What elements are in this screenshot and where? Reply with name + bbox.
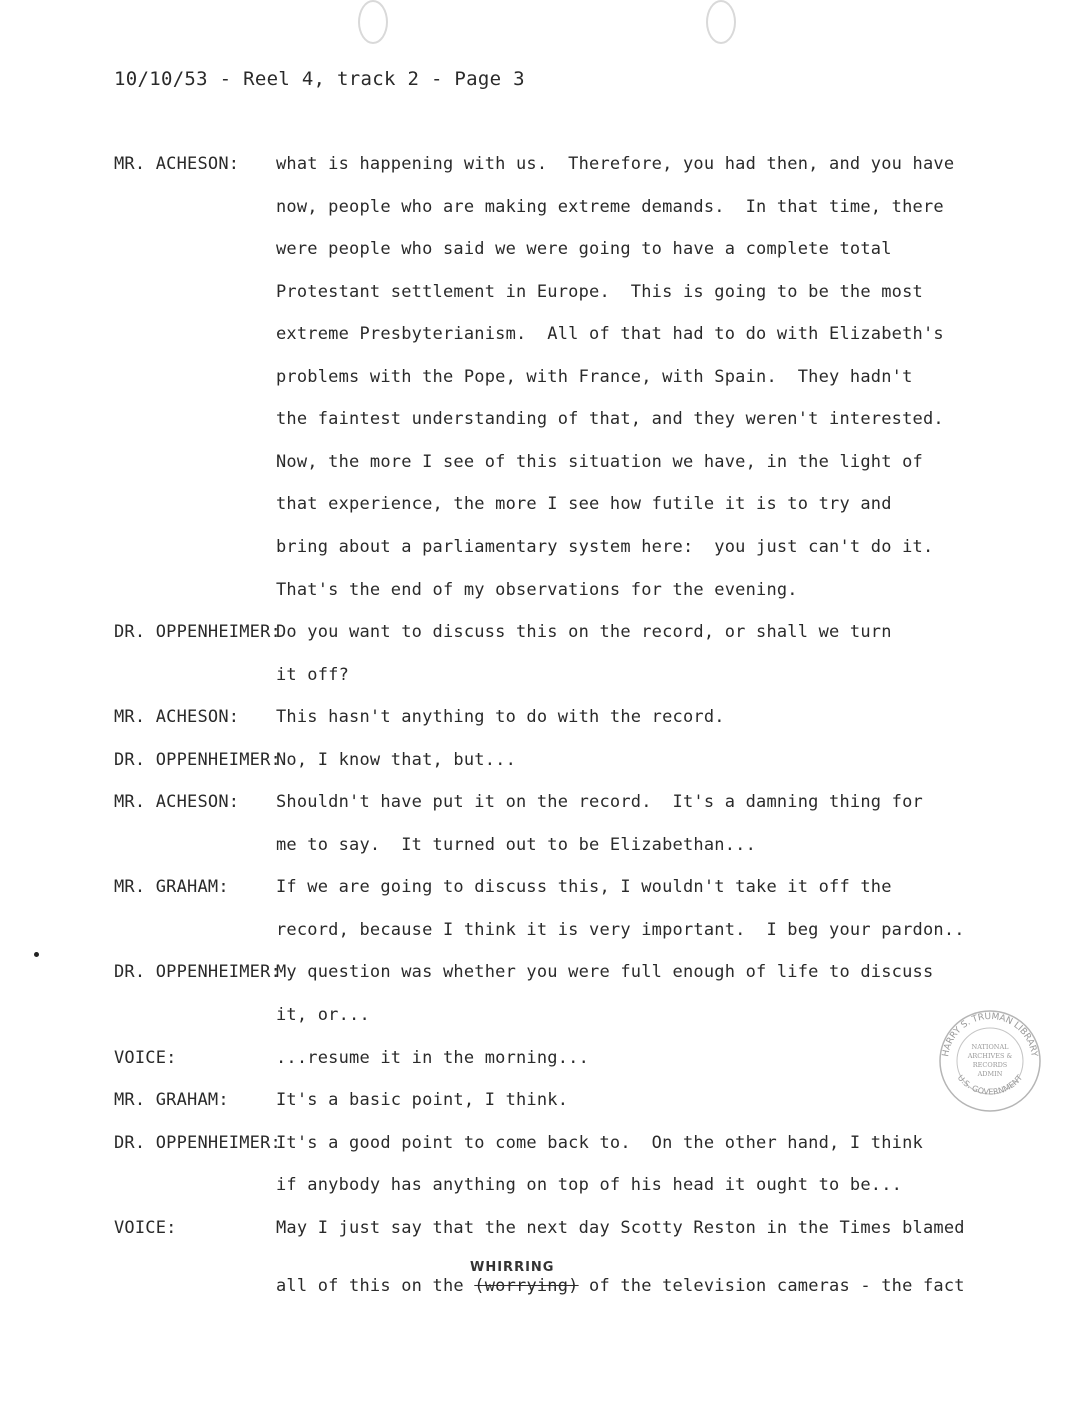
stamp-center-line: ARCHIVES &: [967, 1052, 1013, 1060]
transcript-line: if anybody has anything on top of his head it ought to be...: [276, 1175, 903, 1195]
transcript-line: record, because I think it is very important. I beg your pardon..: [276, 920, 965, 940]
speaker-label: DR. OPPENHEIMER:: [114, 962, 281, 982]
stamp-outer-text: HARRY S. TRUMAN LIBRARY: [941, 1011, 1039, 1058]
speaker-label: DR. OPPENHEIMER:: [114, 622, 281, 642]
transcript-line: May I just say that the next day Scotty Reston in the Times blamed: [276, 1218, 965, 1238]
line-text-after: of the television cameras - the fact: [578, 1276, 965, 1296]
handwritten-correction: WHIRRING: [470, 1260, 555, 1275]
stamp-bottom-text: U.S. GOVERNMENT: [955, 1073, 1025, 1097]
transcript-line: me to say. It turned out to be Elizabethan...: [276, 835, 757, 855]
transcript-line: now, people who are making extreme demands. In that time, there: [276, 197, 944, 217]
speaker-label: MR. ACHESON:: [114, 792, 240, 812]
transcript-line: problems with the Pope, with France, with Spain. They hadn't: [276, 367, 913, 387]
transcript-line: It's a basic point, I think.: [276, 1090, 569, 1110]
transcript-line: Shouldn't have put it on the record. It's a damning thing for: [276, 792, 923, 812]
speaker-label: MR. GRAHAM:: [114, 1090, 229, 1110]
transcript-line: If we are going to discuss this, I wouldn't take it off the: [276, 877, 892, 897]
transcript-line: that experience, the more I see how futile it is to try and: [276, 494, 892, 514]
stamp-center-line: NATIONAL: [971, 1043, 1009, 1051]
ink-mark: [34, 952, 39, 957]
speaker-label: MR. GRAHAM:: [114, 877, 229, 897]
stamp-center-line: RECORDS: [972, 1061, 1008, 1069]
page-header: 10/10/53 - Reel 4, track 2 - Page 3: [114, 68, 525, 90]
transcript-line: extreme Presbyterianism. All of that had to do with Elizabeth's: [276, 324, 944, 344]
speaker-label: VOICE:: [114, 1218, 177, 1238]
transcript-line: No, I know that, but...: [276, 750, 517, 770]
transcript-line: it, or...: [276, 1005, 370, 1025]
library-stamp: [930, 1003, 1050, 1113]
speaker-label: MR. ACHESON:: [114, 707, 240, 727]
punch-hole: [358, 0, 388, 44]
speaker-label: DR. OPPENHEIMER:: [114, 1133, 281, 1153]
transcript-line: My question was whether you were full enough of life to discuss: [276, 962, 934, 982]
transcript-line: Do you want to discuss this on the record, or shall we turn: [276, 622, 892, 642]
transcript-line: the faintest understanding of that, and they weren't interested.: [276, 409, 944, 429]
stamp-center-line: ADMIN: [977, 1070, 1003, 1078]
speaker-label: MR. ACHESON:: [114, 154, 240, 174]
speaker-label: VOICE:: [114, 1048, 177, 1068]
transcript-line: what is happening with us. Therefore, you had then, and you have: [276, 154, 955, 174]
transcript-line: bring about a parliamentary system here: you just can't do it.: [276, 537, 934, 557]
speaker-label: DR. OPPENHEIMER:: [114, 750, 281, 770]
struck-word: (worrying): [474, 1276, 579, 1296]
transcript-line: It's a good point to come back to. On the other hand, I think: [276, 1133, 923, 1153]
transcript-line: it off?: [276, 665, 350, 685]
transcript-last-line: [276, 1276, 965, 1296]
transcript-line: were people who said we were going to have a complete total: [276, 239, 892, 259]
transcript-line: Now, the more I see of this situation we have, in the light of: [276, 452, 923, 472]
line-text-before: all of this on the: [276, 1276, 475, 1296]
transcript-line: Protestant settlement in Europe. This is going to be the most: [276, 282, 923, 302]
transcript-line: This hasn't anything to do with the record.: [276, 707, 725, 727]
transcript-line: ...resume it in the morning...: [276, 1048, 590, 1068]
transcript-line: That's the end of my observations for the evening.: [276, 580, 798, 600]
punch-hole: [706, 0, 736, 44]
